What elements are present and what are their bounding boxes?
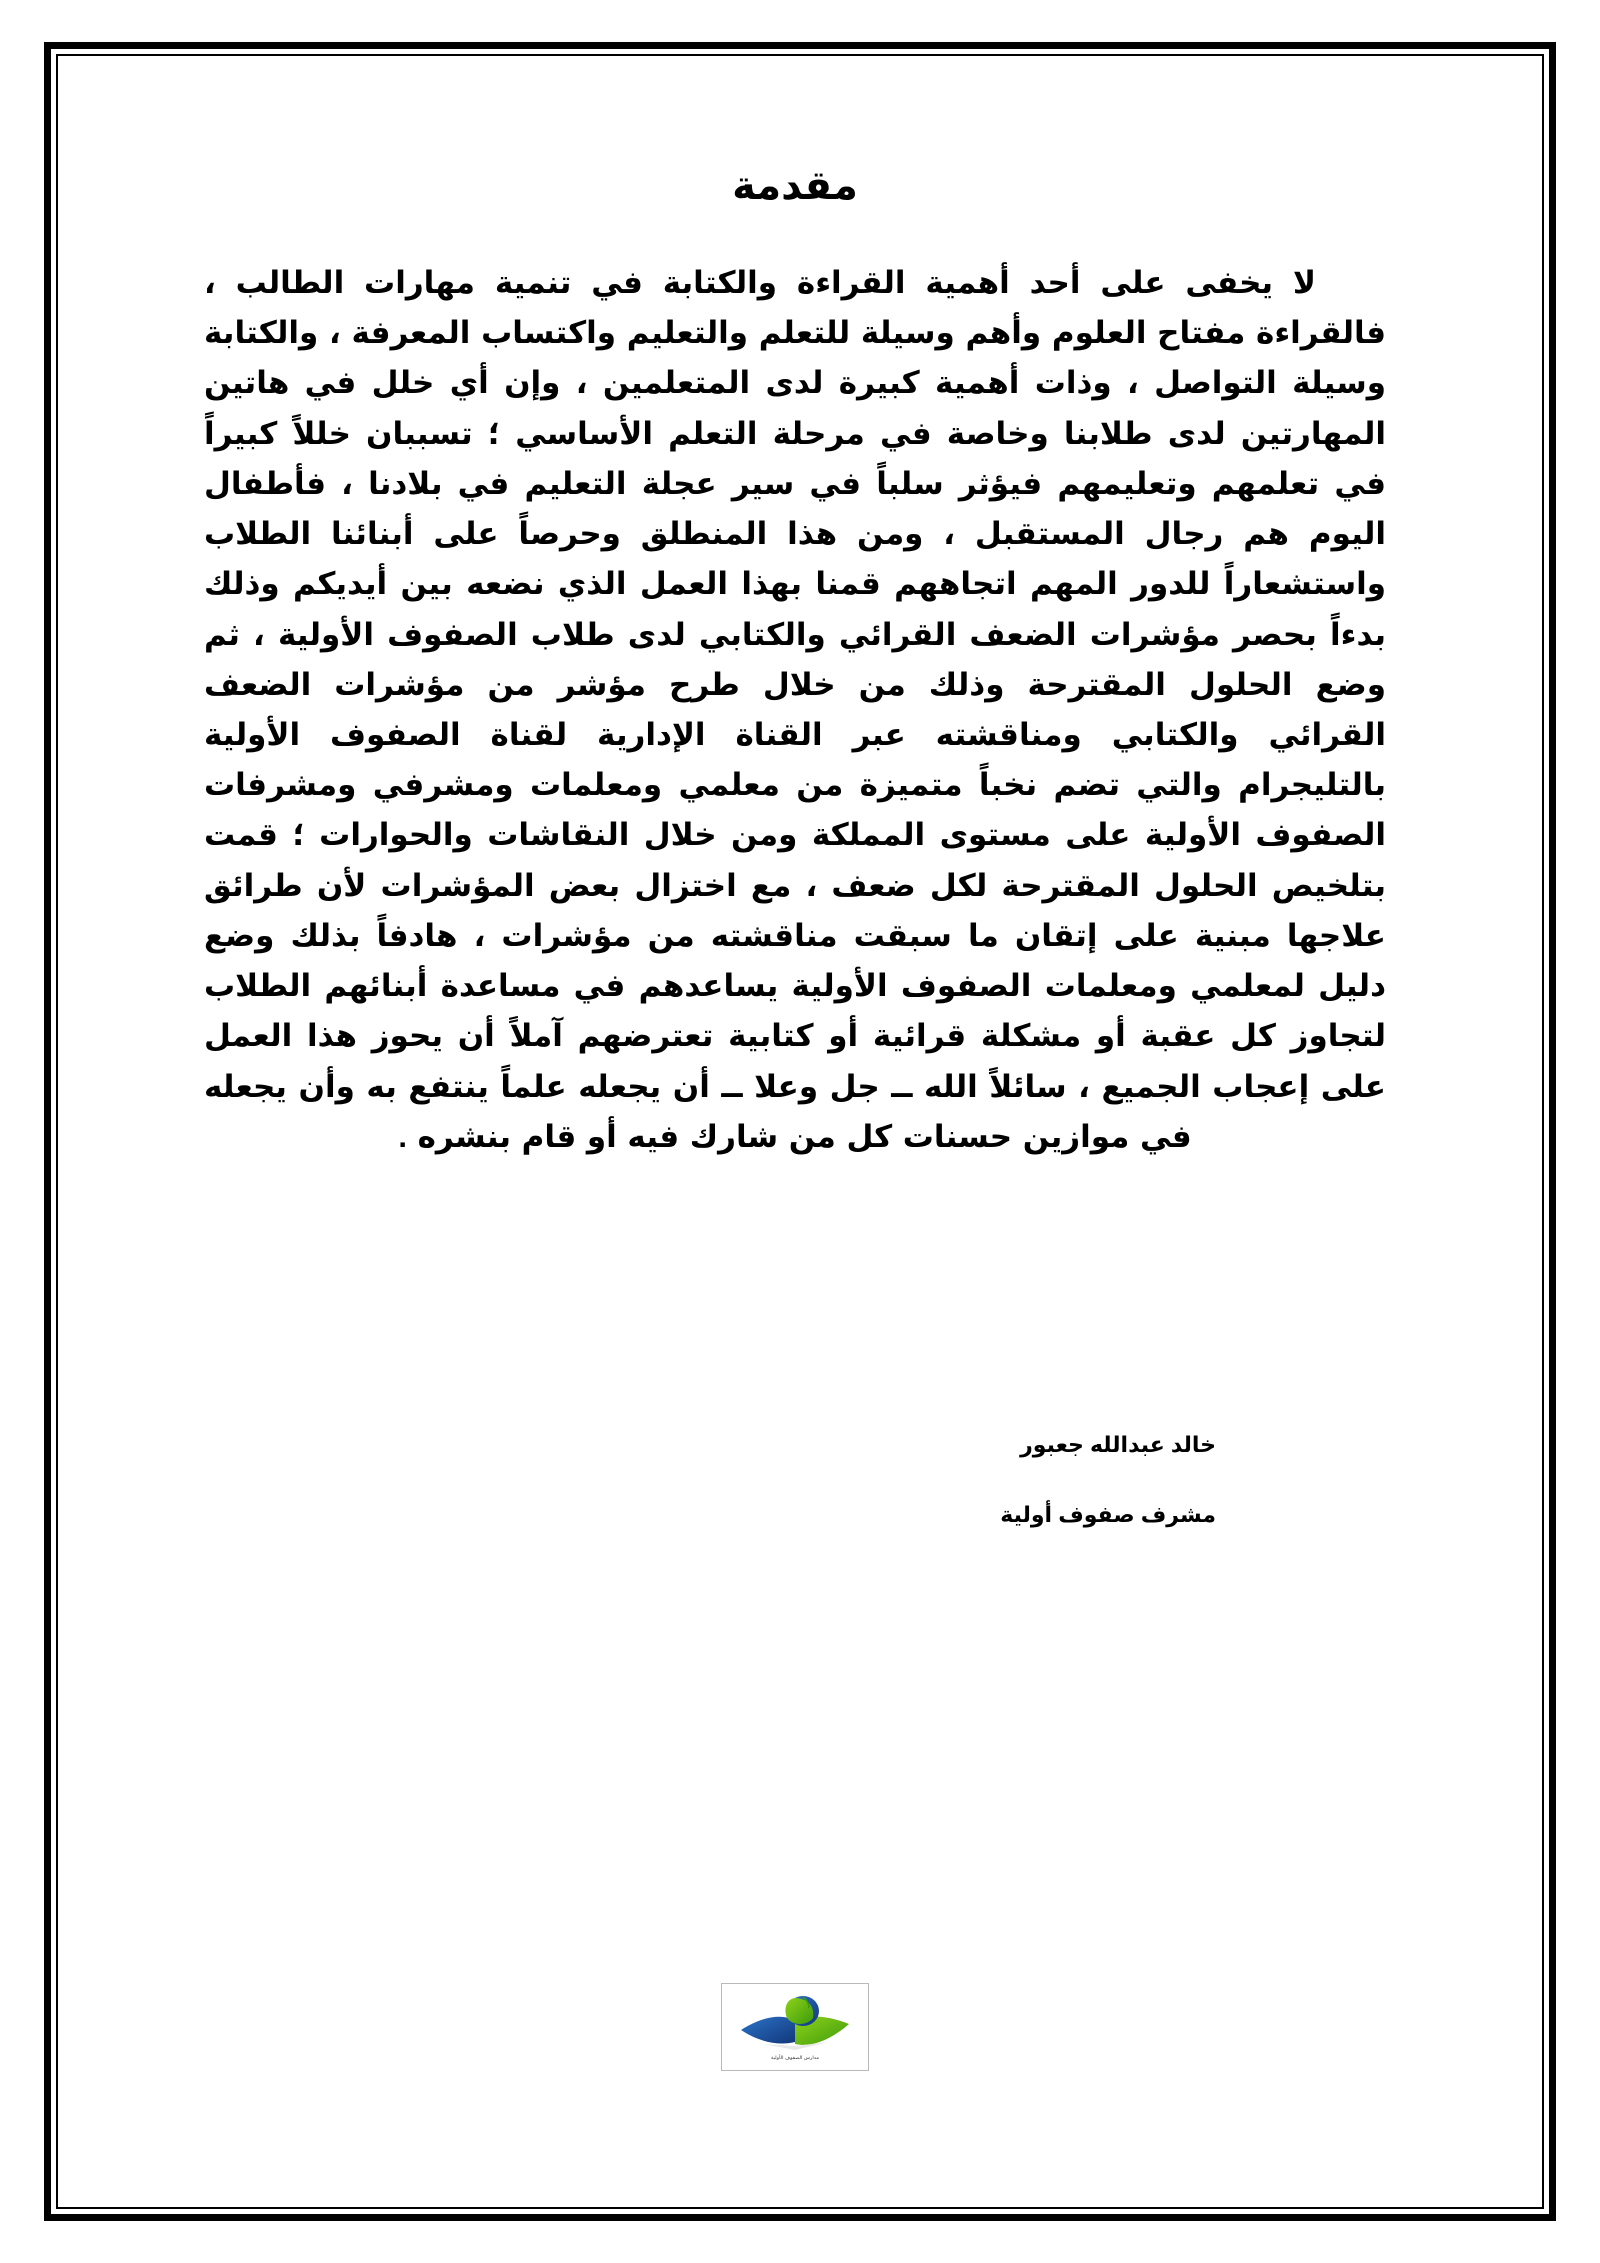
logo-caption: مدارس الصفوف الأولية — [770, 2054, 820, 2061]
page-title: مقدمة — [732, 164, 858, 208]
signature-block — [204, 1432, 1386, 1529]
footer-logo-container — [204, 1983, 1386, 2071]
education-logo-icon — [733, 1994, 857, 2056]
signature-author-name: خالد عبدالله جعبور — [1020, 1431, 1216, 1457]
page-content — [44, 42, 1556, 2221]
signature-author-role: مشرف صفوف أولية — [1000, 1502, 1216, 1528]
introduction-paragraph: لا يخفى على أحد أهمية القراءة والكتابة في تنمية مهارات الطالب ، فالقراءة مفتاح العلوم وأهم وسيلة للتعلم والتعليم واكتساب المعرفة ، والكتابة وسيلة التواصل ، وذات أهمية كبيرة لدى المتعلمين ، وإن أي خلل في هاتين المهارتين لدى طلابنا وخاصة في مرحلة التعلم الأساسي ؛ تسببان خللاً كبيراً في تعلمهم وتعليمهم فيؤثر سلباً في سير عجلة التعليم في بلادنا ، فأطفال اليوم هم رجال المستقبل ، ومن هذا المنطلق وحرصاً على أبنائنا الطلاب واستشعاراً للدور المهم اتجاههم قمنا بهذا العمل الذي نضعه بين أيديكم وذلك بدءاً بحصر مؤشرات الضعف القرائي والكتابي لدى طلاب الصفوف الأولية ، ثم وضع الحلول المقترحة وذلك من خلال طرح مؤشر من مؤشرات الضعف القرائي والكتابي ومناقشته عبر القناة الإدارية لقناة الصفوف الأولية بالتليجرام والتي تضم نخباً متميزة من معلمي ومعلمات ومشرفي ومشرفات الصفوف الأولية على مستوى المملكة ومن خلال النقاشات والحوارات ؛ قمت بتلخيص الحلول المقترحة لكل ضعف ، مع اختزال بعض المؤشرات لأن طرائق علاجها مبنية على إتقان ما سبقت مناقشته من مؤشرات ، هادفاً بذلك وضع دليل لمعلمي ومعلمات الصفوف الأولية يساعدهم في مساعدة أبنائهم الطلاب لتجاوز كل عقبة أو مشكلة قرائية أو كتابية تعترضهم آملاً أن يحوز هذا العمل على إعجاب الجميع ، سائلاً الله ــ جل وعلا ــ أن يجعله علماً ينتفع به وأن يجعله في موازين حسنات كل من شارك فيه أو قام بنشره . — [204, 265, 1386, 1154]
logo-frame — [721, 1983, 869, 2071]
